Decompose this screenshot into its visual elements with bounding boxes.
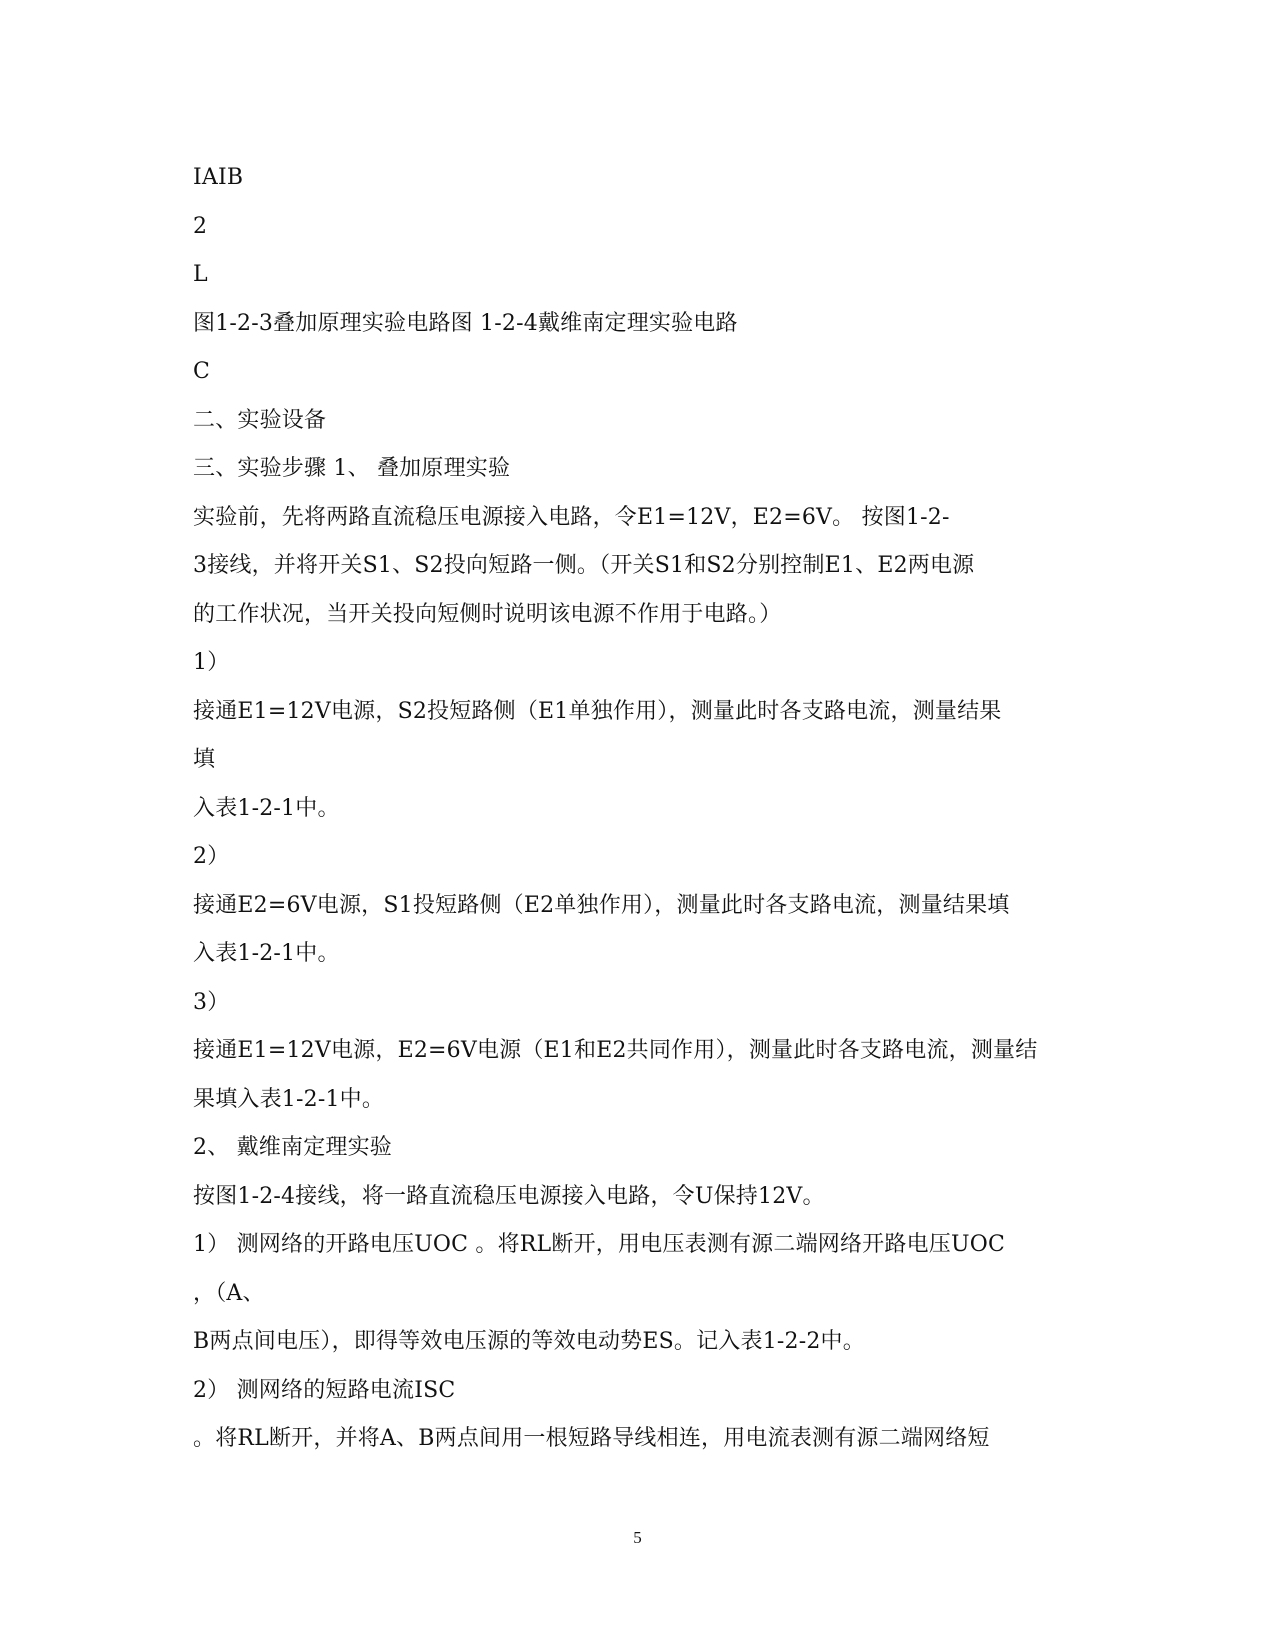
text-line: 2 [193,213,208,239]
section-heading: 三、实验步骤 1、 叠加原理实验 [193,456,511,481]
paragraph-line: 接通E1=12V电源，S2投短路侧（E1单独作用），测量此时各支路电流，测量结果 [193,698,1002,724]
text-body [193,160,1093,1470]
paragraph-line: 接通E2=6V电源，S1投短路侧（E2单独作用），测量此时各支路电流，测量结果填 [193,892,1010,918]
paragraph-line: 1） 测网络的开路电压UOC 。将RL断开，用电压表测有源二端网络开路电压UOC [193,1232,1005,1257]
paragraph-line: 按图1-2-4接线，将一路直流稳压电源接入电路，令U保持12V。 [193,1183,825,1209]
text-line: C [193,359,211,384]
section-heading: 二、实验设备 [193,407,327,433]
paragraph-line: 。将RL断开，并将A、B两点间用一根短路导线相连，用电流表测有源二端网络短 [193,1426,990,1451]
paragraph-line: 的工作状况，当开关投向短侧时说明该电源不作用于电路。） [193,601,782,627]
text-line: IAIB [193,165,244,190]
paragraph-line: 填 [193,747,216,772]
step-number: 1） [193,650,230,675]
paragraph-line: 入表1-2-1中。 [193,795,340,821]
paragraph-line: B两点间电压），即得等效电压源的等效电动势ES。记入表1-2-2中。 [193,1329,865,1354]
paragraph-line: 接通E1=12V电源，E2=6V电源（E1和E2共同作用），测量此时各支路电流，测量结 [193,1038,1038,1063]
section-heading: 2、 戴维南定理实验 [193,1135,392,1160]
figure-caption: 图1-2-3叠加原理实验电路图 1-2-4戴维南定理实验电路 [193,310,738,336]
paragraph-line: 果填入表1-2-1中。 [193,1086,385,1112]
page-number: 5 [633,1528,642,1547]
text-line: L [193,262,208,287]
paragraph-line: 2） 测网络的短路电流ISC [193,1377,456,1403]
paragraph-line: 入表1-2-1中。 [193,941,340,966]
paragraph-line: ，（A、 [193,1280,265,1306]
step-number: 2） [193,844,230,869]
paragraph-line: 实验前，先将两路直流稳压电源接入电路，令E1=12V，E2=6V。 按图1-2- [193,504,950,530]
step-number: 3） [193,989,230,1015]
paragraph-line: 3接线，并将开关S1、S2投向短路一侧。（开关S1和S2分别控制E1、E2两电源 [193,553,975,578]
